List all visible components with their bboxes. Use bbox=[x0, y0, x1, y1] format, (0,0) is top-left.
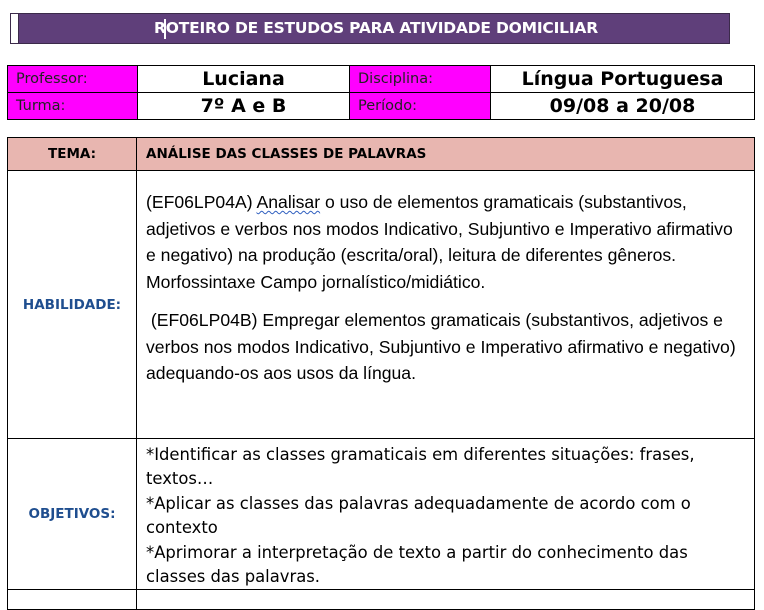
next-row-partial bbox=[8, 590, 755, 610]
objetivo-item: *Aplicar as classes das palavras adequadamente de acordo com o contexto bbox=[146, 493, 691, 538]
disciplina-value[interactable]: Língua Portuguesa bbox=[491, 66, 755, 93]
disciplina-label: Disciplina: bbox=[350, 66, 491, 93]
turma-value[interactable]: 7º A e B bbox=[138, 93, 350, 120]
document-title: ROTEIRO DE ESTUDOS PARA ATIVIDADE DOMICILIAR bbox=[154, 19, 598, 37]
next-row-label-cell bbox=[8, 590, 137, 610]
turma-label: Turma: bbox=[8, 93, 138, 120]
objetivos-content[interactable] bbox=[137, 439, 755, 590]
title-left-margin bbox=[11, 14, 19, 43]
spellcheck-word[interactable]: Analisar bbox=[256, 192, 321, 212]
objetivos-row bbox=[8, 439, 755, 590]
info-row-1 bbox=[8, 66, 755, 93]
professor-label: Professor: bbox=[8, 66, 138, 93]
objetivo-item: *Aprimorar a interpretação de texto a partir do conhecimento das classes das palavras. bbox=[146, 542, 688, 587]
periodo-value[interactable]: 09/08 a 20/08 bbox=[491, 93, 755, 120]
habilidade-row bbox=[8, 171, 755, 439]
habilidade-paragraph-1 bbox=[146, 189, 744, 295]
tema-label: TEMA: bbox=[8, 138, 137, 171]
professor-value[interactable]: Luciana bbox=[138, 66, 350, 93]
periodo-label: Período: bbox=[350, 93, 491, 120]
habilidade-text-1: o uso de elementos gramaticais (substantivos, adjetivos e verbos nos modos Indicativo, Subjuntivo e Imperativo afirmativo e negativo) na produção (escrita/oral), leitura de diferentes gêneros. Morfossintaxe Campo jornalístico/midiático. bbox=[146, 192, 733, 292]
habilidade-label: HABILIDADE: bbox=[8, 171, 137, 439]
next-row-content-cell[interactable] bbox=[137, 590, 755, 610]
objetivos-label: OBJETIVOS: bbox=[8, 439, 137, 590]
habilidade-code-1: (EF06LP04A) bbox=[146, 192, 253, 212]
habilidade-content[interactable] bbox=[137, 171, 755, 439]
habilidade-paragraph-2: (EF06LP04B) Empregar elementos gramaticais (substantivos, adjetivos e verbos nos modos Indicativo, Subjuntivo e Imperativo afirmativo e negativo) adequando-os aos usos da língua. bbox=[146, 310, 741, 383]
tema-row bbox=[8, 138, 755, 171]
document-title-bar bbox=[10, 13, 730, 44]
info-row-2 bbox=[8, 93, 755, 120]
tema-value[interactable]: ANÁLISE DAS CLASSES DE PALAVRAS bbox=[137, 138, 755, 171]
objetivo-item: *Identificar as classes gramaticais em diferentes situações: frases, textos… bbox=[146, 445, 695, 489]
study-plan-table bbox=[7, 137, 755, 610]
info-table bbox=[7, 65, 755, 120]
